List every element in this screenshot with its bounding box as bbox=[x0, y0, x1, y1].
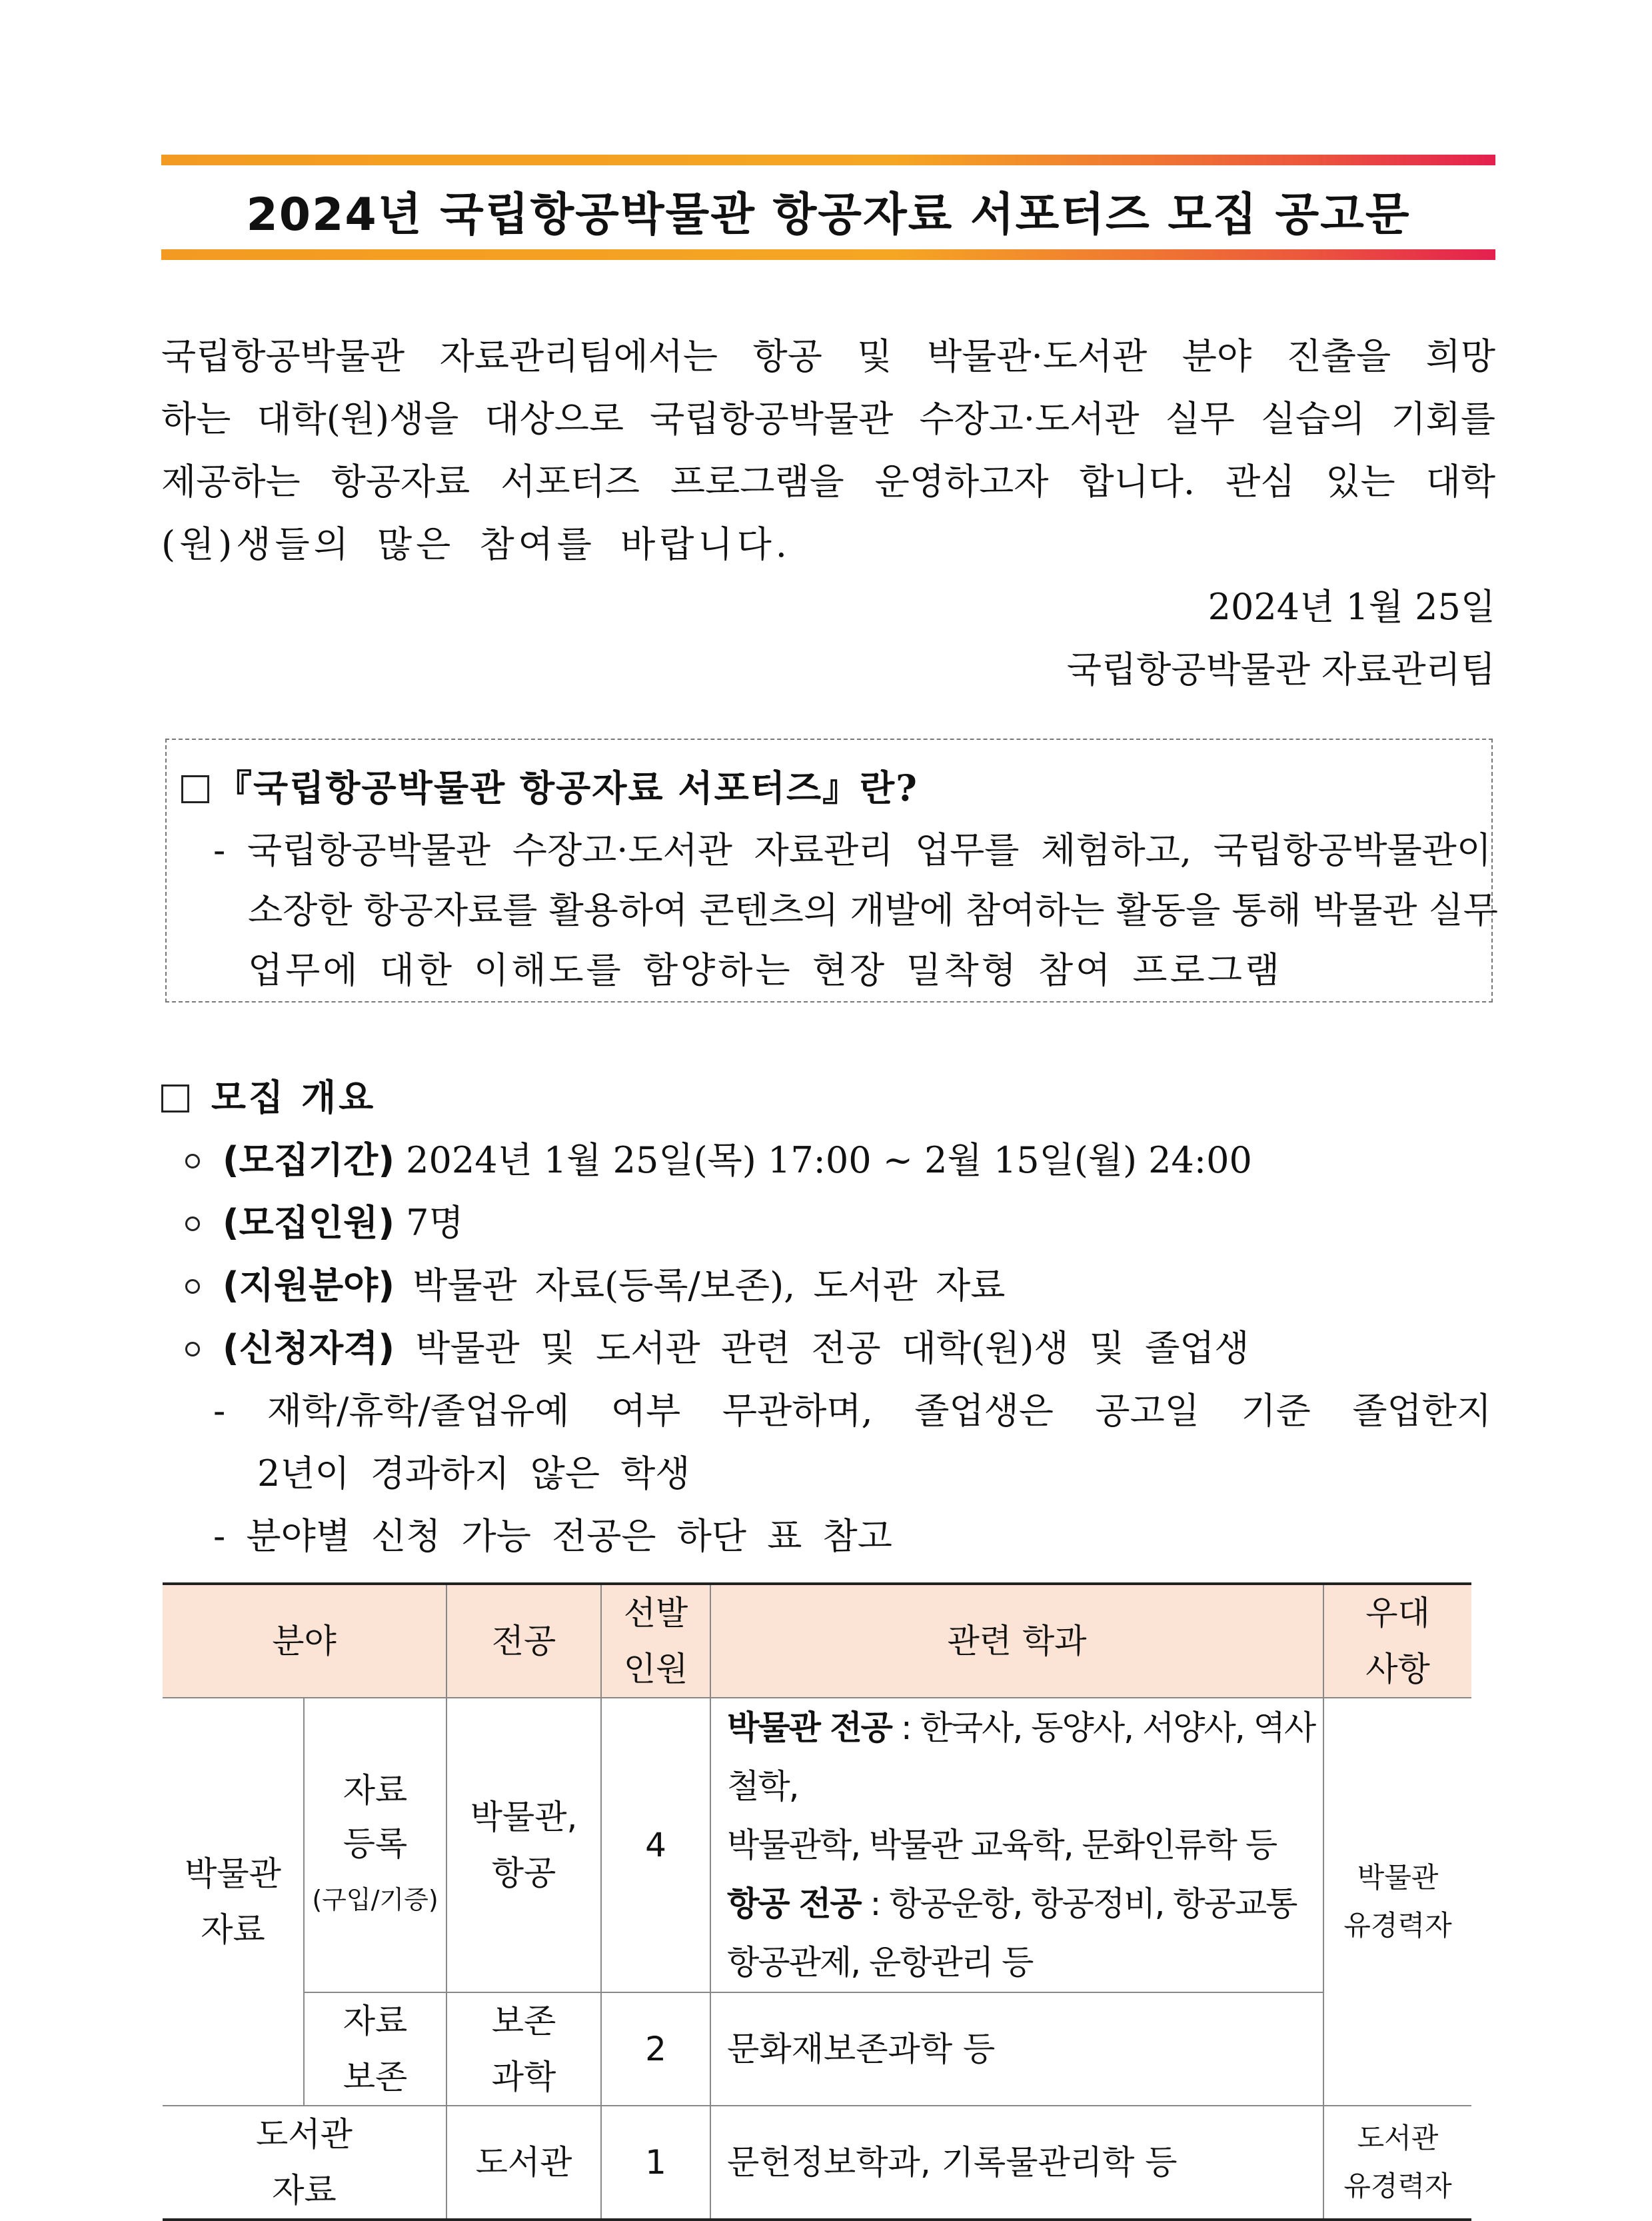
overview-item-text: 7명 bbox=[395, 1202, 464, 1244]
intro-line-2: 하는 대학(원)생을 대상으로 국립항공박물관 수장고·도서관 실무 실습의 기회를 bbox=[161, 398, 1495, 440]
overview-item-count bbox=[185, 1194, 464, 1246]
overview-item-label: (지원분야) bbox=[223, 1264, 395, 1306]
table-row bbox=[163, 1698, 1471, 1992]
dept-registration: 박물관 전공 : 한국사, 동양사, 서양사, 역사철학, 박물관학, 박물관 교육학, 문화인류학 등 항공 전공 : 항공운항, 항공정비, 항공교통 항공관제, 운항관리 등 bbox=[710, 1698, 1323, 1992]
title-bar-top bbox=[161, 155, 1495, 165]
overview-item-text: 2024년 1월 25일(목) 17:00 ~ 2월 15일(월) 24:00 bbox=[395, 1139, 1252, 1181]
checkbox-square-icon bbox=[161, 1085, 189, 1112]
major-registration: 박물관, 항공 bbox=[446, 1698, 601, 1992]
bullet-circle-icon bbox=[185, 1279, 200, 1294]
overview-sub-line-2: 2년이 경과하지 않은 학생 bbox=[257, 1452, 690, 1494]
notice-date: 2024년 1월 25일 bbox=[1208, 586, 1495, 628]
pref-museum: 박물관 유경력자 bbox=[1323, 1698, 1471, 2106]
header-field: 분야 bbox=[163, 1584, 446, 1698]
table-header-row bbox=[163, 1584, 1471, 1698]
about-line-1: - 국립항공박물관 수장고·도서관 자료관리 업무를 체험하고, 국립항공박물관이 bbox=[213, 829, 1491, 871]
bullet-circle-icon bbox=[185, 1342, 200, 1356]
header-major: 전공 bbox=[446, 1584, 601, 1698]
overview-item-label: (신청자격) bbox=[223, 1327, 395, 1369]
header-pref: 우대 사항 bbox=[1323, 1584, 1471, 1698]
intro-line-1: 국립항공박물관 자료관리팀에서는 항공 및 박물관·도서관 분야 진출을 희망 bbox=[161, 335, 1495, 377]
overview-sub-line-1: - 재학/휴학/졸업유예 여부 무관하며, 졸업생은 공고일 기준 졸업한지 bbox=[213, 1390, 1491, 1432]
field-library: 도서관 자료 bbox=[163, 2106, 446, 2220]
bullet-circle-icon bbox=[185, 1216, 200, 1231]
overview-item-qualification bbox=[185, 1320, 1249, 1371]
bullet-circle-icon bbox=[185, 1154, 200, 1168]
field-museum: 박물관 자료 bbox=[163, 1698, 304, 2106]
sub-registration: 자료 등록 (구입/기증) bbox=[304, 1698, 446, 1992]
recruit-table bbox=[163, 1582, 1471, 2221]
overview-item-period bbox=[185, 1132, 1252, 1183]
overview-heading bbox=[161, 1069, 376, 1120]
page-title: 2024년 국립항공박물관 항공자료 서포터즈 모집 공고문 bbox=[246, 189, 1411, 241]
checkbox-square-icon bbox=[181, 775, 209, 803]
overview-item-text: 박물관 및 도서관 관련 전공 대학(원)생 및 졸업생 bbox=[395, 1327, 1249, 1369]
intro-line-3: 제공하는 항공자료 서포터즈 프로그램을 운영하고자 합니다. 관심 있는 대학 bbox=[161, 461, 1495, 503]
header-count: 선발 인원 bbox=[601, 1584, 710, 1698]
overview-item-label: (모집기간) bbox=[223, 1139, 395, 1181]
about-heading-text: 『국립항공박물관 항공자료 서포터즈』란? bbox=[216, 767, 918, 809]
major-conservation: 보존 과학 bbox=[446, 1992, 601, 2106]
dept-conservation: 문화재보존과학 등 bbox=[710, 1992, 1323, 2106]
intro-line-4: (원)생들의 많은 참여를 바랍니다. bbox=[161, 523, 791, 565]
about-line-2: 소장한 항공자료를 활용하여 콘텐츠의 개발에 참여하는 활동을 통해 박물관 실무 bbox=[248, 889, 1498, 931]
header-dept: 관련 학과 bbox=[710, 1584, 1323, 1698]
count-library: 1 bbox=[601, 2106, 710, 2220]
overview-item-field bbox=[185, 1257, 1005, 1308]
overview-sub-line-3: - 분야별 신청 가능 전공은 하단 표 참고 bbox=[213, 1515, 892, 1557]
table-row bbox=[163, 2106, 1471, 2220]
overview-heading-text: 모집 개요 bbox=[211, 1076, 377, 1118]
sub-conservation: 자료 보존 bbox=[304, 1992, 446, 2106]
title-bar-bottom bbox=[161, 249, 1495, 260]
count-conservation: 2 bbox=[601, 1992, 710, 2106]
about-heading bbox=[181, 760, 918, 811]
about-line-3: 업무에 대한 이해도를 함양하는 현장 밀착형 참여 프로그램 bbox=[248, 949, 1283, 991]
notice-team: 국립항공박물관 자료관리팀 bbox=[1066, 649, 1495, 691]
table-row bbox=[163, 1992, 1471, 2106]
major-library: 도서관 bbox=[446, 2106, 601, 2220]
overview-item-label: (모집인원) bbox=[223, 1202, 395, 1244]
pref-library: 도서관 유경력자 bbox=[1323, 2106, 1471, 2220]
overview-item-text: 박물관 자료(등록/보존), 도서관 자료 bbox=[395, 1264, 1006, 1306]
dept-library: 문헌정보학과, 기록물관리학 등 bbox=[710, 2106, 1323, 2220]
count-registration: 4 bbox=[601, 1698, 710, 1992]
